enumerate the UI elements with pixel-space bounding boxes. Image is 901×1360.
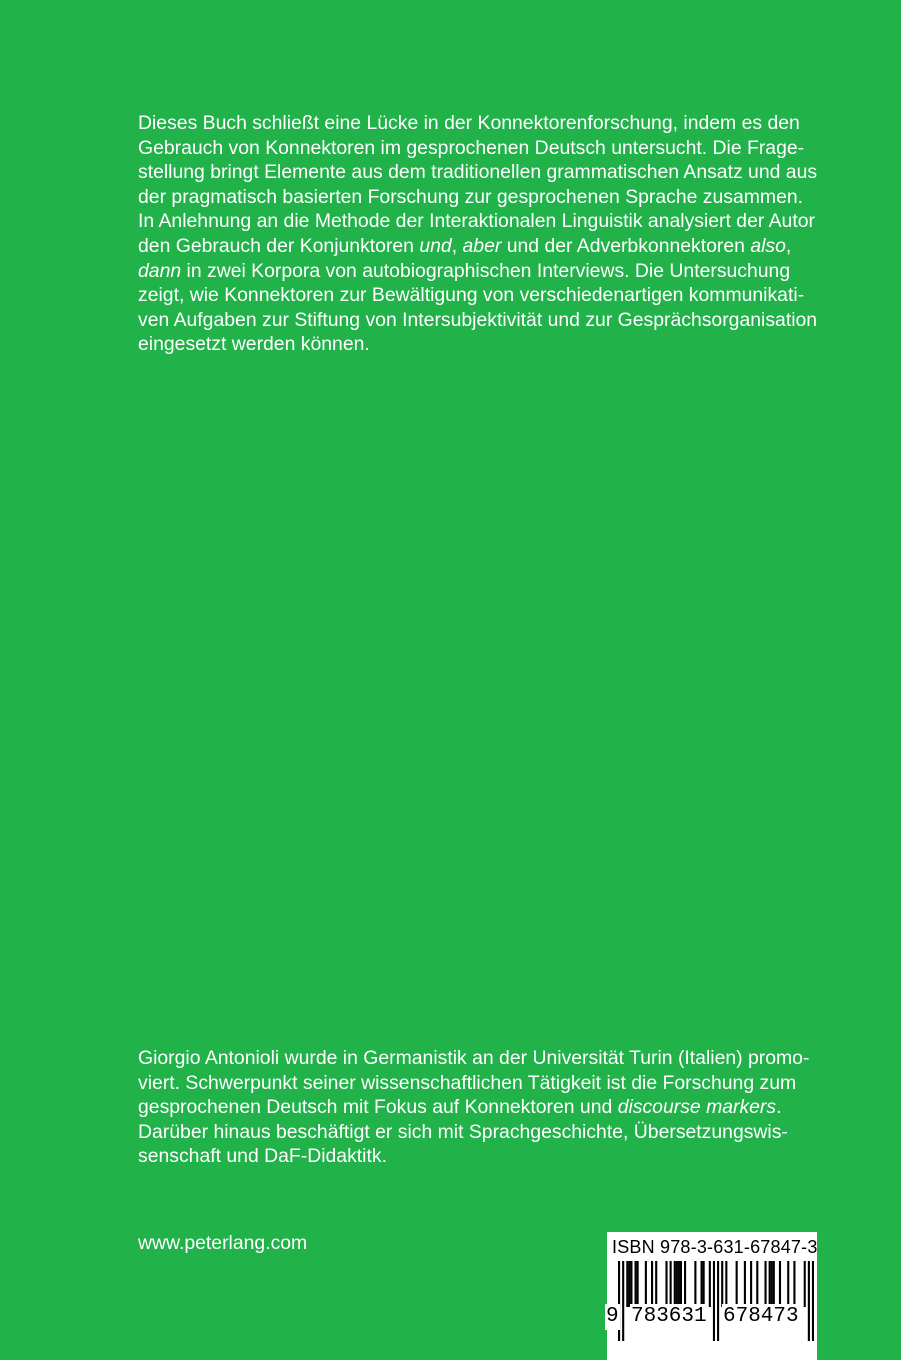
barcode-bar — [637, 1261, 639, 1307]
barcode-bar — [665, 1261, 667, 1307]
barcode-bar — [670, 1261, 672, 1307]
text-run: Darüber hinaus beschäftigt er sich mit Sprachgeschichte, Übersetzungswis- — [138, 1120, 788, 1143]
barcode-bar — [725, 1261, 727, 1307]
text-run: gesprochenen Deutsch mit Fokus auf Konnektoren und — [138, 1096, 618, 1119]
barcode-bar — [651, 1261, 653, 1307]
barcode-bar — [684, 1261, 686, 1307]
text-run: den Gebrauch der Konjunktoren — [138, 234, 420, 257]
text-run: ven Aufgaben zur Stiftung von Intersubjektivität und zur Gesprächsorganisation — [138, 308, 818, 331]
text-line — [138, 1095, 828, 1120]
text-line — [138, 185, 828, 210]
barcode-bar — [628, 1261, 630, 1307]
italic-term: discourse markers — [617, 1096, 777, 1119]
barcode-bar — [630, 1261, 632, 1307]
barcode-bar — [635, 1261, 637, 1307]
italic-term: und — [419, 234, 452, 257]
barcode-bar — [676, 1261, 678, 1307]
text-line — [138, 234, 828, 259]
barcode-bar — [779, 1261, 781, 1307]
barcode-bar — [787, 1261, 789, 1307]
text-line — [138, 308, 828, 333]
text-line — [138, 209, 828, 234]
barcode-digits-right: 678473 — [723, 1305, 799, 1328]
barcode-bar — [678, 1261, 680, 1307]
barcode-bar — [756, 1261, 758, 1307]
text-run: , — [785, 234, 792, 257]
barcode-bar — [793, 1261, 795, 1307]
barcode-bar — [703, 1261, 705, 1307]
barcode-bar — [771, 1261, 773, 1307]
isbn-label: ISBN 978-3-631-67847-3 — [612, 1237, 818, 1257]
barcode-bar — [626, 1261, 628, 1307]
text-run: viert. Schwerpunkt seiner wissenschaftlichen Tätigkeit ist die Forschung zum — [138, 1071, 797, 1094]
barcode-bar — [709, 1261, 711, 1307]
text-run: zeigt, wie Konnektoren zur Bewältigung von verschiedenartigen kommunikati- — [138, 284, 805, 307]
text-line — [138, 111, 828, 136]
barcode-bar — [645, 1261, 647, 1307]
text-line — [138, 136, 828, 161]
text-run: Giorgio Antonioli wurde in Germanistik an der Universität Turin (Italien) promo- — [138, 1047, 810, 1069]
italic-term: also — [750, 234, 786, 257]
barcode-bar — [764, 1261, 766, 1307]
barcode-bar — [736, 1261, 738, 1307]
text-line — [138, 332, 828, 357]
barcode-bar — [721, 1261, 723, 1307]
barcode-bar — [655, 1261, 657, 1307]
barcode-bar — [674, 1261, 676, 1307]
book-description — [138, 111, 828, 357]
text-line — [138, 283, 828, 308]
text-run: senschaft und DaF-Didaktitk. — [138, 1145, 387, 1168]
barcode-digit-lead: 9 — [606, 1305, 619, 1328]
barcode-bar — [694, 1261, 696, 1307]
barcode-bar — [804, 1261, 806, 1307]
text-line — [138, 1046, 828, 1071]
italic-term: dann — [138, 259, 182, 282]
barcode-digits — [0, 1304, 901, 1330]
italic-term: aber — [462, 234, 502, 257]
barcode-bar — [680, 1261, 682, 1307]
text-run: der pragmatisch basierten Forschung zur gesprochenen Sprache zusammen. — [138, 185, 804, 208]
text-line — [138, 1071, 828, 1096]
text-run: stellung bringt Elemente aus dem traditionellen grammatischen Ansatz und aus — [138, 161, 818, 184]
text-run: Dieses Buch schließt eine Lücke in der Konnektorenforschung, indem es den — [138, 112, 800, 134]
barcode-digits-left: 783631 — [631, 1305, 707, 1328]
barcode-bar — [744, 1261, 746, 1307]
text-run: Gebrauch von Konnektoren im gesprochenen Deutsch untersucht. Die Frage- — [138, 136, 805, 159]
text-line — [138, 1144, 828, 1169]
text-run: eingesetzt werden können. — [138, 333, 370, 356]
text-run: . — [776, 1096, 782, 1119]
barcode-bar — [701, 1261, 703, 1307]
publisher-website[interactable]: www.peterlang.com — [138, 1232, 308, 1254]
barcode-bar — [773, 1261, 775, 1307]
text-run: In Anlehnung an die Methode der Interaktionalen Linguistik analysiert der Autor — [138, 210, 815, 233]
text-line — [138, 259, 828, 284]
barcode-bar — [769, 1261, 771, 1307]
text-run: , — [451, 234, 463, 257]
barcode-bar — [750, 1261, 752, 1307]
author-biography — [138, 1046, 828, 1169]
text-line — [138, 160, 828, 185]
text-run: in zwei Korpora von autobiographischen Interviews. Die Untersuchung — [181, 259, 791, 282]
text-line — [138, 1120, 828, 1145]
text-run: und der Adverbkonnektoren — [501, 234, 751, 257]
